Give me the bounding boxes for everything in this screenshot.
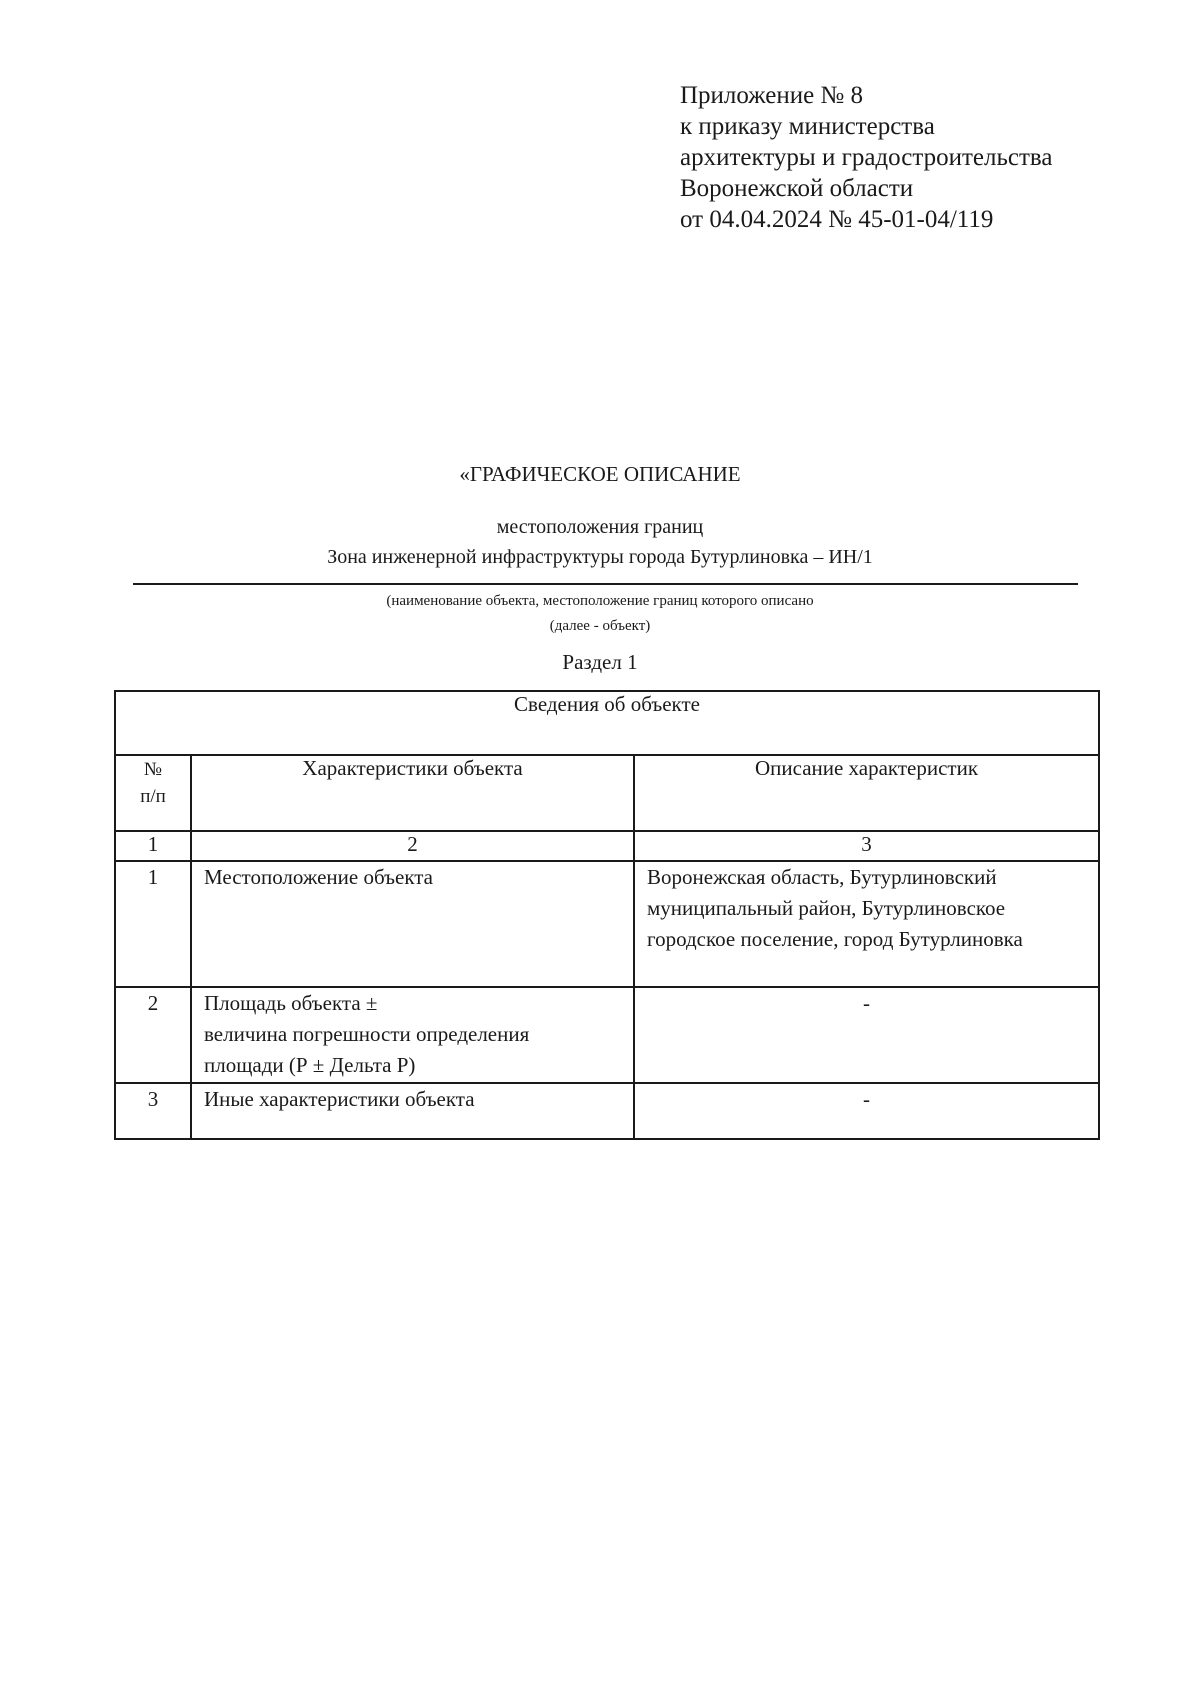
table-row <box>115 861 1099 987</box>
header-number-abbr: п/п <box>140 786 166 807</box>
object-info-table <box>114 690 1100 1140</box>
table-caption: Сведения об объекте <box>115 691 1099 755</box>
column-index: 3 <box>634 831 1099 861</box>
document-subtitle <box>0 512 1200 572</box>
header-description: Описание характеристик <box>634 755 1099 831</box>
caption-line: (далее - объект) <box>549 618 651 634</box>
row-characteristic <box>191 987 634 1083</box>
row-characteristic: Иные характеристики объекта <box>191 1083 634 1139</box>
object-name: Зона инженерной инфраструктуры города Бутурлиновка – ИН/1 <box>327 546 873 568</box>
row-number: 2 <box>115 987 191 1083</box>
characteristic-line: площади (Р ± Дельта Р) <box>204 1053 416 1077</box>
document-title: «ГРАФИЧЕСКОЕ ОПИСАНИЕ <box>459 462 741 486</box>
object-caption <box>0 589 1200 639</box>
row-description: - <box>634 1083 1099 1139</box>
row-number: 3 <box>115 1083 191 1139</box>
subtitle-line: местоположения границ <box>496 516 704 538</box>
appendix-line: от 04.04.2024 № 45-01-04/119 <box>680 206 994 233</box>
column-index: 2 <box>191 831 634 861</box>
row-number: 1 <box>115 861 191 987</box>
column-index-row <box>115 831 1099 861</box>
appendix-line: архитектуры и градостроительства <box>680 144 1053 171</box>
table-row <box>115 987 1099 1083</box>
appendix-line: Приложение № 8 <box>680 82 864 109</box>
appendix-line: Воронежской области <box>680 175 914 202</box>
table-header-row <box>115 755 1099 831</box>
caption-line: (наименование объекта, местоположение границ которого описано <box>386 593 814 609</box>
column-index: 1 <box>115 831 191 861</box>
row-description: - <box>634 987 1099 1083</box>
appendix-line: к приказу министерства <box>680 113 935 140</box>
row-characteristic: Местоположение объекта <box>191 861 634 987</box>
appendix-block <box>680 80 1052 235</box>
header-number-symbol: № <box>143 759 163 780</box>
table-row <box>115 1083 1099 1139</box>
header-number <box>115 755 191 831</box>
characteristic-line: величина погрешности определения <box>204 1022 530 1046</box>
row-description: Воронежская область, Бутурлиновский муниципальный район, Бутурлиновское городское поселение, город Бутурлиновка <box>634 861 1099 987</box>
characteristic-line: Площадь объекта ± <box>204 991 378 1015</box>
header-characteristics: Характеристики объекта <box>191 755 634 831</box>
underline-divider <box>133 583 1078 585</box>
table-caption-row <box>115 691 1099 755</box>
section-heading: Раздел 1 <box>562 650 638 674</box>
